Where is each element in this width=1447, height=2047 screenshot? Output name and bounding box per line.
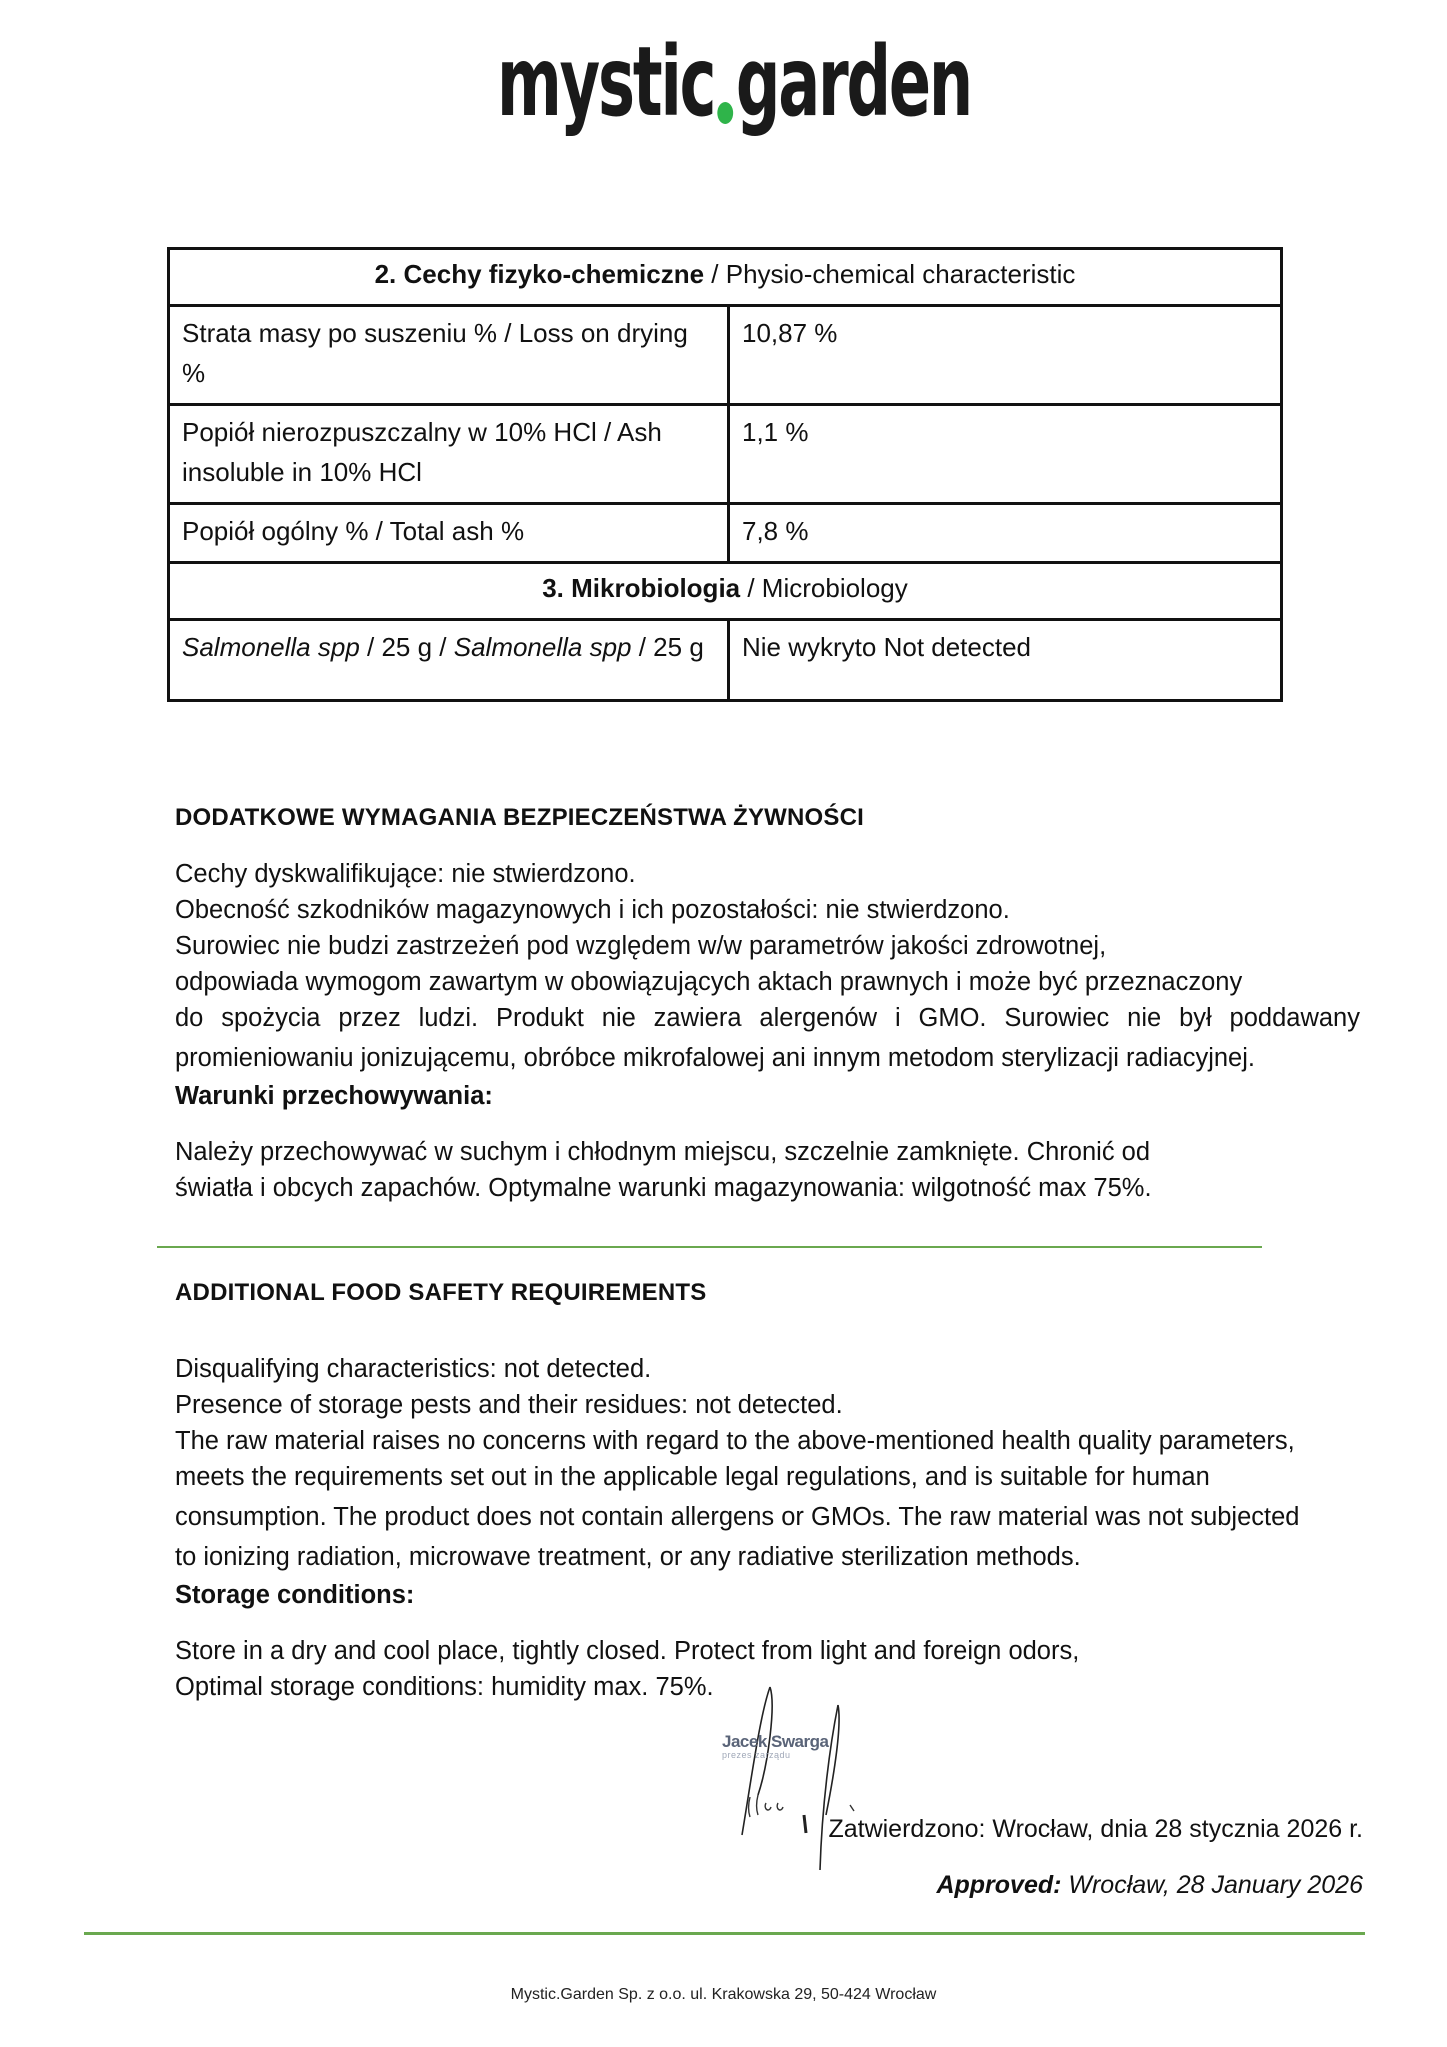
table-row [169,504,1282,563]
signature-stamp [722,1732,828,1760]
paragraph-line: to ionizing radiation, microwave treatment, or any radiative sterilization methods. [175,1543,1081,1571]
stamp-name: Jacek Swarga [722,1732,829,1751]
section-header-bold: 3. Mikrobiologia [542,573,741,603]
paragraph-line: Disqualifying characteristics: not detected. [175,1355,652,1383]
storage-line: światła i obcych zapachów. Optymalne warunki magazynowania: wilgotność max 75%. [175,1174,1152,1202]
row-value: 7,8 % [729,504,1282,563]
approval-polish: Zatwierdzono: Wrocław, dnia 28 stycznia 2026 r. [828,1815,1363,1843]
polish-requirements-section [175,800,1365,1206]
label-italic: Salmonella spp [182,632,360,662]
row-value: 10,87 % [729,306,1282,405]
table-row [169,405,1282,504]
paragraph-line: consumption. The product does not contain allergens or GMOs. The raw material was not subjected [175,1503,1300,1531]
handwritten-signature-icon [730,1685,860,1875]
row-label: Popiół ogólny % / Total ash % [169,504,729,563]
storage-line: Optimal storage conditions: humidity max. 75%. [175,1673,714,1701]
storage-line: Należy przechowywać w suchym i chłodnym miejscu, szczelnie zamknięte. Chronić od [175,1138,1151,1166]
section-header-normal: / Physio-chemical characteristic [704,259,1076,289]
approved-text: Wrocław, 28 January 2026 [1061,1871,1363,1899]
paragraph-line: meets the requirements set out in the applicable legal regulations, and is suitable for human [175,1463,1210,1491]
row-value: Nie wykryto Not detected [729,620,1282,701]
paragraph-line: Obecność szkodników magazynowych i ich pozostałości: nie stwierdzono. [175,896,1010,924]
company-logo [497,26,972,138]
logo-green-dot-icon [717,102,733,124]
logo-text-mystic: mystic [497,26,715,138]
row-value: 1,1 % [729,405,1282,504]
paragraph-line: Cechy dyskwalifikujące: nie stwierdzono. [175,860,636,888]
storage-line: Store in a dry and cool place, tightly closed. Protect from light and foreign odors, [175,1637,1080,1665]
storage-title: Warunki przechowywania: [175,1082,493,1110]
storage-title: Storage conditions: [175,1581,415,1609]
table-section-header-physio-chemical [169,249,1282,306]
row-label: Popiół nierozpuszczalny w 10% HCl / Ash insoluble in 10% HCl [169,405,729,504]
section-title: ADDITIONAL FOOD SAFETY REQUIREMENTS [175,1279,707,1306]
section-header-bold: 2. Cechy fizyko-chemiczne [374,259,705,289]
english-requirements-section [175,1275,1365,1705]
footer-address: Mystic.Garden Sp. z o.o. ul. Krakowska 29, 50-424 Wrocław [510,1986,937,2003]
logo-text-garden: garden [735,26,972,138]
paragraph-line: do spożycia przez ludzi. Produkt nie zawiera alergenów i GMO. Surowiec nie był poddawany [175,1004,1360,1032]
paragraph-line: promieniowaniu jonizującemu, obróbce mikrofalowej ani innym metodom sterylizacji radiacyjnej. [175,1044,1255,1072]
row-label [169,620,729,701]
paragraph-line: Presence of storage pests and their residues: not detected. [175,1391,843,1419]
section-title: DODATKOWE WYMAGANIA BEZPIECZEŃSTWA ŻYWNOŚCI [175,804,865,831]
table-row [169,306,1282,405]
label-italic: Salmonella spp [453,632,632,662]
paragraph-line: odpowiada wymogom zawartym w obowiązujących aktach prawnych i może być przeznaczony [175,968,1243,996]
section-divider [157,1246,1262,1248]
row-label: Strata masy po suszeniu % / Loss on drying % [169,306,729,405]
approved-label: Approved: [936,1871,1062,1899]
section-header-normal: / Microbiology [740,573,908,603]
table-row [169,620,1282,701]
label-text: / 25 g [631,632,704,662]
paragraph-line: The raw material raises no concerns with regard to the above-mentioned health quality parameters, [175,1427,1295,1455]
label-text: / 25 g / [359,632,454,662]
approval-english [936,1871,1363,1900]
specification-table [167,247,1283,702]
paragraph-line: Surowiec nie budzi zastrzeżeń pod względem w/w parametrów jakości zdrowotnej, [175,932,1107,960]
stamp-role: prezes zarządu [722,1750,791,1760]
footer-divider [84,1932,1365,1935]
table-section-header-microbiology [169,563,1282,620]
